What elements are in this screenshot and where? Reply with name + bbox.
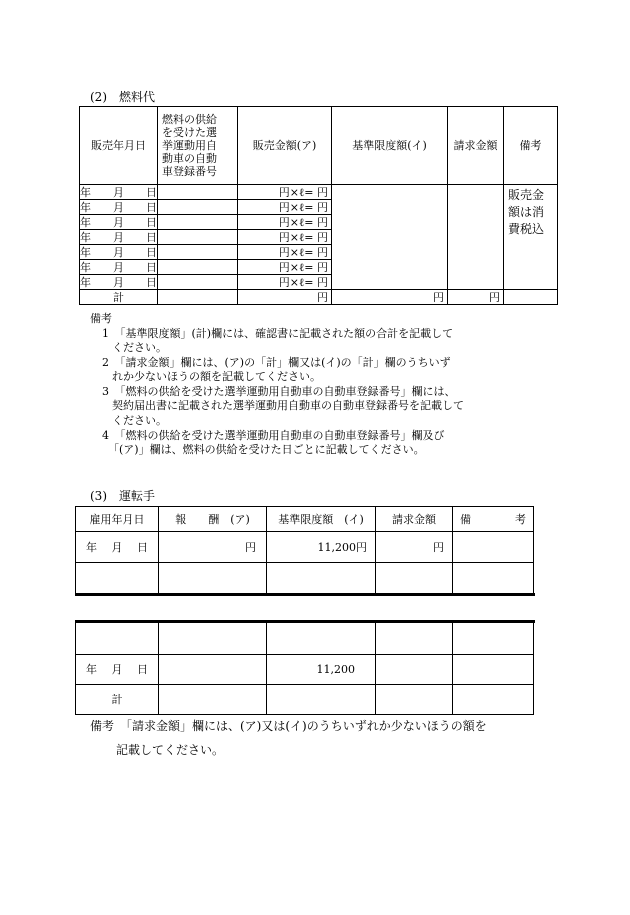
row-limit [267, 623, 376, 655]
header-sale-date: 販売年月日 [80, 107, 158, 185]
row-amount: 円×ℓ= 円 [238, 260, 332, 275]
row-date [76, 623, 159, 655]
total-claim: 円 [448, 290, 504, 305]
header-remarks: 備考 [504, 107, 558, 185]
total-amount: 円 [238, 290, 332, 305]
row-remarks [453, 532, 534, 563]
row-reg [158, 245, 238, 260]
header-claim: 請求金額 [448, 107, 504, 185]
row-limit: 11,200 [267, 655, 376, 685]
header-limit: 基準限度額(イ) [332, 107, 448, 185]
fuel-table [79, 106, 558, 305]
row-date: 年 月 日 [80, 215, 157, 229]
total-remarks [453, 685, 534, 715]
note-line: 契約届出書に記載された選挙運動用自動車の自動車登録番号を記載して [112, 399, 464, 412]
note-line: 1 「基準限度額」(計)欄には、確認書に記載された額の合計を記載して [102, 327, 454, 340]
note-line: れか少ないほうの額を記載してください。 [112, 370, 321, 383]
note-line: 4 「燃料の供給を受けた選挙運動用自動車の自動車登録番号」欄及び [102, 429, 445, 442]
row-amount: 円×ℓ= 円 [238, 185, 332, 200]
row-date: 年 月 日 [80, 230, 157, 244]
total-label: 計 [80, 290, 158, 305]
row-reward: 円 [159, 532, 267, 563]
note-line: ください。 [112, 341, 167, 354]
row-remarks [453, 623, 534, 655]
row-reg [158, 185, 238, 200]
row-amount: 円×ℓ= 円 [238, 215, 332, 230]
section-3-title: (3) 運転手 [90, 489, 155, 503]
note-line: 3 「燃料の供給を受けた選挙運動用自動車の自動車登録番号」欄には、 [102, 385, 456, 398]
row-amount: 円×ℓ= 円 [238, 230, 332, 245]
header-sale-amount: 販売金額(ア) [238, 107, 332, 185]
row-date: 年 月 日 [80, 245, 157, 259]
claim-cell [448, 185, 504, 290]
row-date: 年 月 日 [80, 260, 157, 274]
row-date: 年 月 日 [76, 655, 159, 685]
row-reg [158, 260, 238, 275]
note-line: 「(ア)」欄は、燃料の供給を受けた日ごとに記載してください。 [108, 443, 425, 456]
row-reward [159, 623, 267, 655]
total-limit: 円 [332, 290, 448, 305]
remarks-cell: 販売金 額は消 費税込 [504, 185, 558, 290]
section-3-note-2: 記載してください。 [116, 743, 225, 757]
header-reward: 報 酬 (ア) [159, 507, 267, 532]
row-date: 年 月 日 [80, 185, 157, 199]
total-label: 計 [76, 685, 159, 715]
header-claim: 請求金額 [376, 507, 453, 532]
row-limit: 11,200円 [267, 532, 376, 563]
row-date: 年 月 日 [80, 200, 157, 214]
row-date: 年 月 日 [76, 532, 159, 563]
row-claim [376, 655, 453, 685]
row-date: 年 月 日 [80, 275, 157, 289]
row-reward [159, 655, 267, 685]
row-amount: 円×ℓ= 円 [238, 200, 332, 215]
header-hire-date: 雇用年月日 [76, 507, 159, 532]
row-reg [158, 275, 238, 290]
row-reg [158, 215, 238, 230]
row-reg [158, 230, 238, 245]
break-line-top [75, 593, 535, 596]
note-line: 2 「請求金額」欄には、(ア)の「計」欄又は(イ)の「計」欄のうちいず [102, 356, 451, 369]
header-limit: 基準限度額 (イ) [267, 507, 376, 532]
row-amount: 円×ℓ= 円 [238, 275, 332, 290]
total-reward [159, 685, 267, 715]
row-limit [267, 563, 376, 594]
row-claim [376, 623, 453, 655]
row-amount: 円×ℓ= 円 [238, 245, 332, 260]
row-remarks [453, 563, 534, 594]
total-limit [267, 685, 376, 715]
driver-table-bottom [75, 622, 534, 715]
row-remarks [453, 655, 534, 685]
section-3-note: 備考 「請求金額」欄には、(ア)又は(イ)のうちいずれか少ないほうの額を [90, 719, 487, 733]
limit-cell [332, 185, 448, 290]
section-2-title: (2) 燃料代 [90, 90, 155, 104]
row-claim: 円 [376, 532, 453, 563]
row-date [76, 563, 159, 594]
total-remarks [504, 290, 558, 305]
total-claim [376, 685, 453, 715]
row-claim [376, 563, 453, 594]
notes-heading: 備考 [90, 312, 112, 325]
total-reg [158, 290, 238, 305]
row-reward [159, 563, 267, 594]
header-registration-number: 燃料の供給 を受けた選 挙運動用自 動車の自動 車登録番号 [158, 107, 238, 185]
note-line: ください。 [112, 414, 167, 427]
header-remarks: 備 考 [453, 507, 534, 532]
driver-table-top [75, 506, 534, 594]
row-reg [158, 200, 238, 215]
